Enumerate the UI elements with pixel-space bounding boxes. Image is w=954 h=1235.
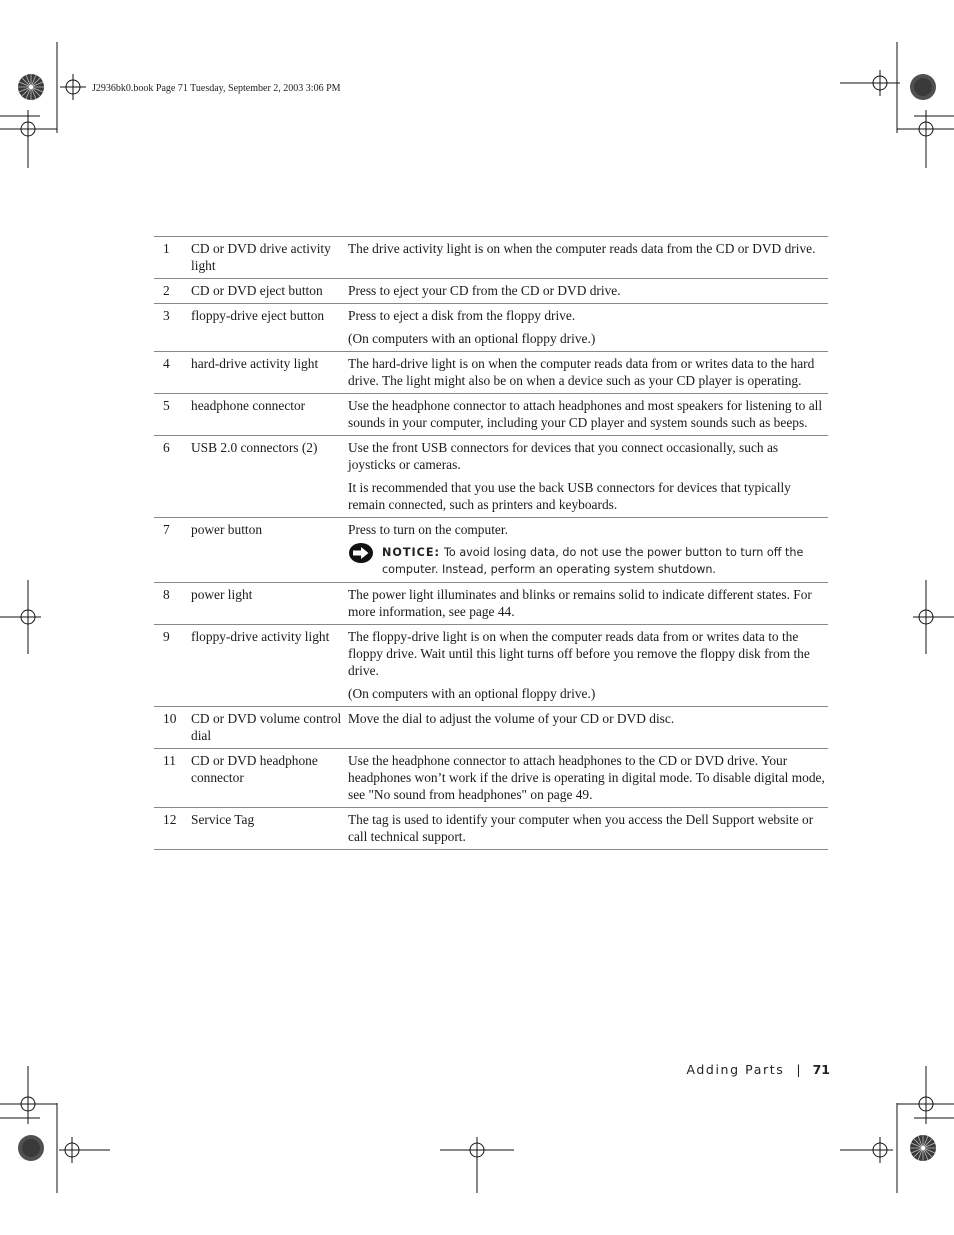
table-row — [154, 237, 828, 279]
row-number: 8 — [163, 587, 170, 602]
footer-separator: | — [796, 1062, 801, 1077]
part-name: power light — [191, 587, 253, 602]
part-description — [348, 625, 828, 707]
part-name: Service Tag — [191, 812, 255, 827]
part-name: headphone connector — [191, 398, 306, 413]
part-name: power button — [191, 522, 263, 537]
part-description — [348, 808, 828, 850]
description-text: Press to eject a disk from the floppy drive. — [348, 308, 576, 323]
part-description — [348, 518, 828, 583]
part-description — [348, 352, 828, 394]
row-number: 2 — [163, 283, 170, 298]
row-number: 11 — [163, 753, 176, 768]
table-row — [154, 808, 828, 850]
description-text: The power light illuminates and blinks or remains solid to indicate different states. For more information, see page 44. — [348, 587, 812, 619]
description-text: (On computers with an optional floppy drive.) — [348, 686, 596, 701]
description-text: Use the headphone connector to attach headphones to the CD or DVD drive. Your headphones won’t work if the drive is operating in digital mode. To disable digital mode, see "No sound from headphones" on page 49. — [348, 753, 825, 802]
part-name: USB 2.0 connectors (2) — [191, 440, 318, 455]
description-text: Move the dial to adjust the volume of your CD or DVD disc. — [348, 711, 675, 726]
table-row — [154, 518, 828, 583]
registration-rosette-bottom-right — [910, 1135, 936, 1161]
table-row — [154, 625, 828, 707]
registration-rosette-top-right — [910, 74, 936, 100]
registration-rosette-top-left — [18, 74, 44, 100]
part-name: floppy-drive activity light — [191, 629, 330, 644]
table-row — [154, 304, 828, 352]
row-number: 5 — [163, 398, 170, 413]
parts-table — [154, 236, 828, 850]
description-text: The drive activity light is on when the computer reads data from the CD or DVD drive. — [348, 241, 816, 256]
row-number: 6 — [163, 440, 170, 455]
part-description — [348, 436, 828, 518]
row-number: 7 — [163, 522, 170, 537]
row-number: 9 — [163, 629, 170, 644]
row-number: 3 — [163, 308, 170, 323]
part-description — [348, 707, 828, 749]
part-description — [348, 304, 828, 352]
description-text: Press to eject your CD from the CD or DVD drive. — [348, 283, 621, 298]
notice-arrow-icon — [348, 542, 374, 564]
description-text: The hard-drive light is on when the computer reads data from or writes data to the hard drive. The light might also be on when a device such as your CD player is operating. — [348, 356, 815, 388]
registration-rosette-bottom-left — [18, 1135, 44, 1161]
description-text: The floppy-drive light is on when the computer reads data from or writes data to the floppy drive. Wait until this light turns off before you remove the floppy disk from the drive. — [348, 629, 810, 678]
notice-text: To avoid losing data, do not use the power button to turn off the computer. Instead, perform an operating system shutdown. — [382, 546, 804, 576]
part-name: CD or DVD headphone connector — [191, 753, 318, 785]
row-number: 4 — [163, 356, 170, 371]
table-row — [154, 707, 828, 749]
notice-box — [348, 544, 826, 578]
part-description — [348, 279, 828, 304]
description-text: Use the headphone connector to attach headphones and most speakers for listening to all sounds in your computer, including your CD player and system sounds such as beeps. — [348, 398, 823, 430]
footer-section-title: Adding Parts — [686, 1062, 785, 1077]
row-number: 12 — [163, 812, 177, 827]
part-name: CD or DVD eject button — [191, 283, 323, 298]
part-description — [348, 237, 828, 279]
part-name: hard-drive activity light — [191, 356, 319, 371]
table-row — [154, 394, 828, 436]
part-description — [348, 583, 828, 625]
description-text: (On computers with an optional floppy drive.) — [348, 331, 596, 346]
notice-label: NOTICE: — [382, 546, 440, 559]
page-number: 71 — [812, 1062, 830, 1077]
print-slug: J2936bk0.book Page 71 Tuesday, September 2, 2003 3:06 PM — [92, 83, 341, 94]
row-number: 10 — [163, 711, 177, 726]
page-footer — [686, 1062, 830, 1077]
table-row — [154, 749, 828, 808]
part-name: CD or DVD drive activity light — [191, 241, 331, 273]
description-text: It is recommended that you use the back USB connectors for devices that typically remain connected, such as printers and keyboards. — [348, 480, 791, 512]
part-description — [348, 749, 828, 808]
description-text: The tag is used to identify your computer when you access the Dell Support website or call technical support. — [348, 812, 814, 844]
description-text: Use the front USB connectors for devices that you connect occasionally, such as joysticks or cameras. — [348, 440, 779, 472]
description-text: Press to turn on the computer. — [348, 522, 508, 537]
table-row — [154, 436, 828, 518]
table-row — [154, 352, 828, 394]
part-description — [348, 394, 828, 436]
part-name: CD or DVD volume control dial — [191, 711, 342, 743]
table-row — [154, 583, 828, 625]
part-name: floppy-drive eject button — [191, 308, 325, 323]
row-number: 1 — [163, 241, 170, 256]
table-row — [154, 279, 828, 304]
